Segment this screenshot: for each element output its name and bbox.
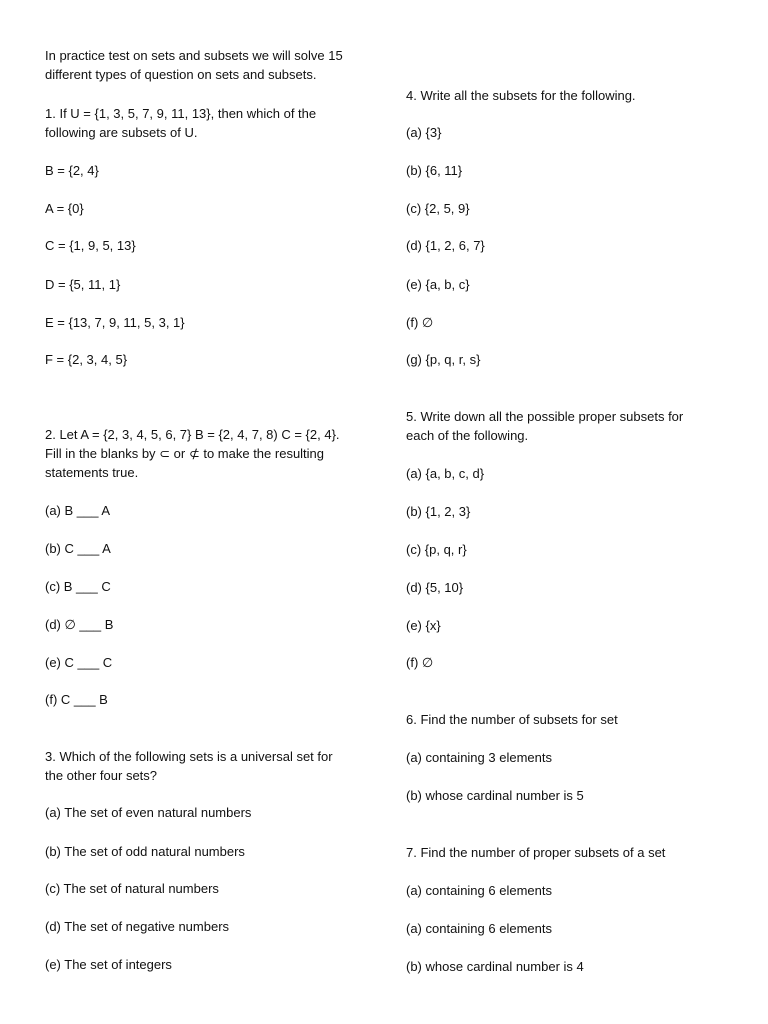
q2-item: (d) ∅ ___ B [45, 617, 114, 632]
q5-prompt-line-2: each of the following. [406, 428, 529, 443]
intro-line-2: different types of question on sets and subsets. [45, 67, 317, 82]
q4-prompt: 4. Write all the subsets for the following. [406, 88, 636, 103]
q5-item: (c) {p, q, r} [406, 542, 467, 557]
q2-item: (f) C ___ B [45, 692, 108, 707]
q2-item: (b) C ___ A [45, 541, 111, 556]
q5-item: (b) {1, 2, 3} [406, 504, 471, 519]
q3-item: (a) The set of even natural numbers [45, 805, 252, 820]
q5-item: (f) ∅ [406, 655, 434, 670]
q4-item: (f) ∅ [406, 315, 434, 330]
q6-item: (b) whose cardinal number is 5 [406, 788, 584, 803]
q4-item: (g) {p, q, r, s} [406, 352, 481, 367]
intro-line-1: In practice test on sets and subsets we will solve 15 [45, 48, 343, 63]
q1-item: E = {13, 7, 9, 11, 5, 3, 1} [45, 315, 185, 330]
q2-item: (c) B ___ C [45, 579, 111, 594]
q5-prompt-line-1: 5. Write down all the possible proper subsets for [406, 409, 684, 424]
q4-item: (a) {3} [406, 125, 442, 140]
q2-prompt-line-1: 2. Let A = {2, 3, 4, 5, 6, 7} B = {2, 4, 7, 8) C = {2, 4}. [45, 427, 340, 442]
q2-item: (a) B ___ A [45, 503, 111, 518]
q7-item: (b) whose cardinal number is 4 [406, 959, 584, 974]
q5-item: (a) {a, b, c, d} [406, 466, 485, 481]
q5-item: (e) {x} [406, 618, 441, 633]
q4-item: (e) {a, b, c} [406, 277, 470, 292]
q1-item: B = {2, 4} [45, 163, 99, 178]
q3-prompt-line-2: the other four sets? [45, 768, 158, 783]
q3-item: (b) The set of odd natural numbers [45, 844, 245, 859]
q5-item: (d) {5, 10} [406, 580, 464, 595]
q3-item: (d) The set of negative numbers [45, 919, 230, 934]
q4-item: (d) {1, 2, 6, 7} [406, 238, 485, 253]
q3-item: (e) The set of integers [45, 957, 172, 972]
q7-item: (a) containing 6 elements [406, 883, 552, 898]
q2-item: (e) C ___ C [45, 655, 113, 670]
q4-item: (b) {6, 11} [406, 163, 463, 178]
q4-item: (c) {2, 5, 9} [406, 201, 470, 216]
q1-item: A = {0} [45, 201, 84, 216]
q1-prompt-line-1: 1. If U = {1, 3, 5, 7, 9, 11, 13}, then which of the [45, 106, 317, 121]
q1-item: C = {1, 9, 5, 13} [45, 238, 136, 253]
q2-prompt-line-3: statements true. [45, 465, 139, 480]
q1-item: D = {5, 11, 1} [45, 277, 121, 292]
q2-prompt-line-2: Fill in the blanks by ⊂ or ⊄ to make the resulting [45, 446, 325, 461]
q7-item: (a) containing 6 elements [406, 921, 552, 936]
q1-item: F = {2, 3, 4, 5} [45, 352, 128, 367]
q6-prompt: 6. Find the number of subsets for set [406, 712, 618, 727]
q3-item: (c) The set of natural numbers [45, 881, 219, 896]
q3-prompt-line-1: 3. Which of the following sets is a universal set for [45, 749, 333, 764]
q7-prompt: 7. Find the number of proper subsets of a set [406, 845, 666, 860]
q6-item: (a) containing 3 elements [406, 750, 552, 765]
q1-prompt-line-2: following are subsets of U. [45, 125, 198, 140]
